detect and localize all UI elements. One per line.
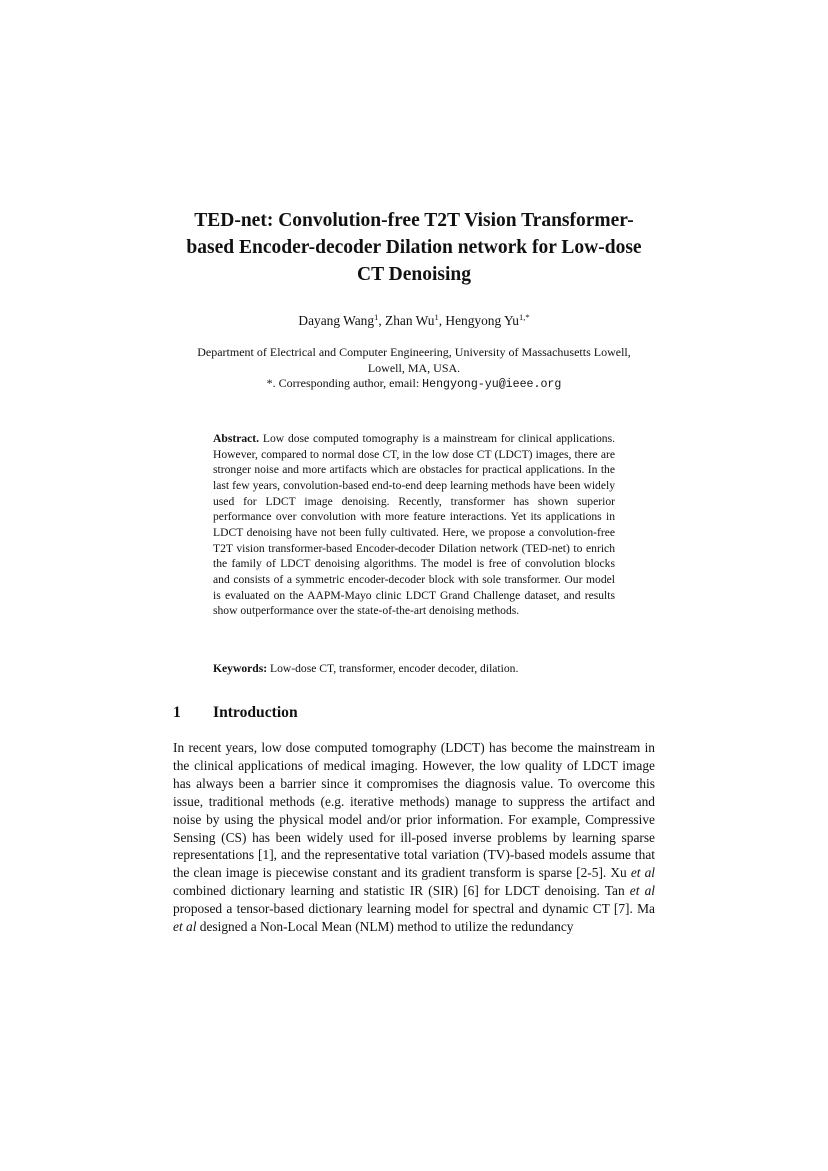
author-affiliation-mark: 1 (434, 312, 439, 322)
intro-text: proposed a tensor-based dictionary learning model for spectral and dynamic CT [7]. Ma (173, 901, 655, 917)
author-name: Dayang Wang (298, 313, 375, 328)
corresponding-author (150, 376, 678, 393)
section-number: 1 (173, 704, 181, 721)
corresponding-label: *. Corresponding author, email: (266, 376, 423, 390)
affiliation-block (150, 345, 678, 393)
abstract-label: Abstract. (213, 432, 260, 445)
affiliation-line: Lowell, MA, USA. (367, 360, 461, 375)
intro-text: combined dictionary learning and statistic IR (SIR) [6] for LDCT denoising. Tan (173, 883, 630, 899)
intro-italic: et al (630, 865, 655, 881)
paper-title (150, 207, 678, 288)
section-title: Introduction (213, 704, 298, 721)
intro-italic: et al (629, 883, 655, 899)
title-line: based Encoder-decoder Dilation network for Low-dose (186, 237, 642, 258)
abstract-text: Low dose computed tomography is a mainstream for clinical applications. However, compared to normal dose CT, in the low dose CT (LDCT) images, there are stronger noise and more artifacts which are obstacles for practical applications. In the last few years, convolution-based end-to-end deep learning methods have been widely used for LDCT image denoising. Recently, transformer has shown superior performance over convolution with more feature interactions. Yet its applications in LDCT denoising have not been fully cultivated. Here, we propose a convolution-free T2T vision transformer-based Encoder-decoder Dilation network (TED-net) to enrich the family of LDCT denoising algorithms. The model is free of convolution blocks and consists of a symmetric encoder-decoder block with sole transformer. Our model is evaluated on the AAPM-Mayo clinic LDCT Grand Challenge dataset, and results show outperformance over the state-of-the-art denoising methods. (213, 432, 615, 618)
author-affiliation-mark: 1,* (518, 312, 530, 322)
intro-text: designed a Non-Local Mean (NLM) method to utilize the redundancy (196, 919, 574, 935)
abstract (213, 431, 615, 619)
intro-italic: et al (173, 919, 197, 935)
author-list (150, 312, 678, 330)
section-heading (173, 703, 298, 723)
introduction-paragraph (173, 739, 655, 936)
keywords-label: Keywords: (213, 662, 268, 675)
author-affiliation-mark: 1 (374, 312, 379, 322)
intro-text: In recent years, low dose computed tomography (LDCT) has become the mainstream in the clinical applications of medical imaging. However, the low quality of LDCT image has always been a barrier since it compromises the diagnosis value. To overcome this issue, traditional methods (e.g. iterative methods) manage to suppress the artifact and noise by using the physical model and/or prior information. For example, Compressive Sensing (CS) has been widely used for ill-posed inverse problems by learning sparse representations [1], and the representative total variation (TV)-based models assume that the clean image is piecewise constant and its gradient transform is sparse [2-5]. Xu (173, 740, 655, 881)
title-line: CT Denoising (357, 264, 471, 285)
email-link[interactable]: Hengyong-yu@ieee.org (422, 378, 562, 391)
title-line: TED-net: Convolution-free T2T Vision Transformer- (194, 210, 634, 231)
author-separator: , (378, 313, 386, 328)
author-name: Zhan Wu (385, 313, 435, 328)
affiliation-line: Department of Electrical and Computer Engineering, University of Massachusetts Lowell, (197, 345, 631, 359)
author-name: Hengyong Yu (445, 313, 519, 328)
author-separator: , (438, 313, 446, 328)
keywords (213, 661, 615, 677)
keywords-text: Low-dose CT, transformer, encoder decoder, dilation. (270, 662, 519, 675)
